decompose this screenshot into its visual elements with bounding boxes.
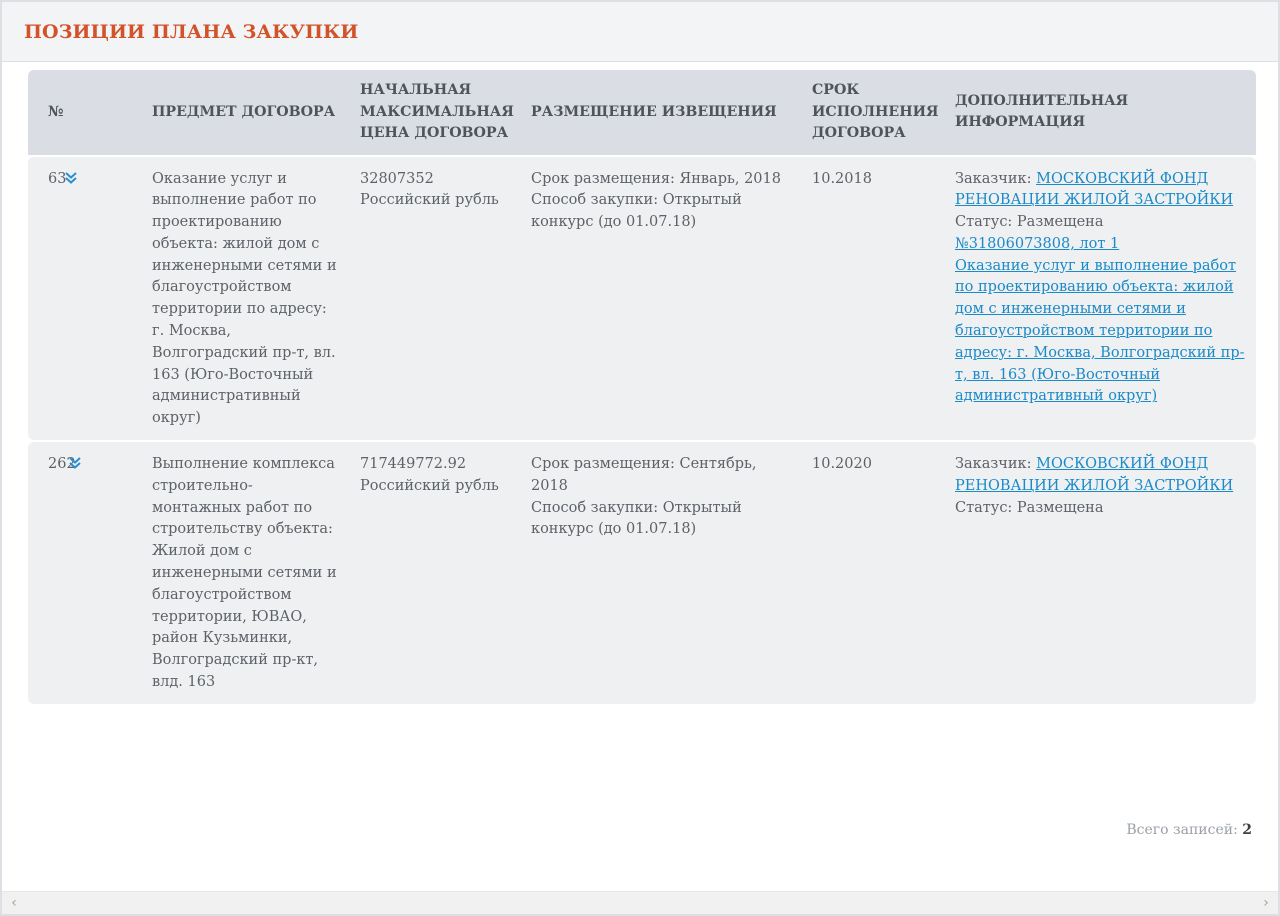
status-text: Статус: Размещена (955, 499, 1104, 516)
positions-table-wrapper (28, 70, 1256, 704)
lot-description-link[interactable]: Оказание услуг и выполнение работ по проектированию объекта: жилой дом с инженерными сетями и благоустройством территории по адресу: г. Москва, Волгоградский пр-т, вл. 163 (Юго-Восточный административный округ) (955, 257, 1245, 405)
price-amount: 717449772.92 (360, 456, 467, 473)
info-cell (945, 157, 1256, 441)
status-text: Статус: Размещена (955, 214, 1104, 231)
panel-header (2, 2, 1278, 62)
row-number: 262 (48, 456, 76, 473)
row-number-cell (28, 157, 142, 441)
price-cell (350, 442, 521, 704)
price-amount: 32807352 (360, 170, 434, 187)
column-header-subject[interactable]: ПРЕДМЕТ ДОГОВОРА (142, 70, 350, 155)
column-header-placement[interactable]: РАЗМЕЩЕНИЕ ИЗВЕЩЕНИЯ (521, 70, 802, 155)
column-header-term[interactable]: СРОК ИСПОЛНЕНИЯ ДОГОВОРА (802, 70, 945, 155)
chevron-right-icon[interactable]: › (1263, 895, 1269, 911)
column-header-num[interactable]: № (28, 70, 142, 155)
placement-cell (521, 442, 802, 704)
info-cell (945, 442, 1256, 704)
customer-line (955, 454, 1246, 498)
customer-link[interactable]: МОСКОВСКИЙ ФОНД РЕНОВАЦИИ ЖИЛОЙ ЗАСТРОЙКИ (955, 170, 1234, 209)
customer-link[interactable]: МОСКОВСКИЙ ФОНД РЕНОВАЦИИ ЖИЛОЙ ЗАСТРОЙКИ (955, 456, 1234, 494)
column-header-price[interactable]: НАЧАЛЬНАЯ МАКСИМАЛЬНАЯ ЦЕНА ДОГОВОРА (350, 70, 521, 155)
horizontal-scrollbar[interactable] (2, 891, 1278, 914)
positions-table (28, 70, 1256, 704)
lot-number-link[interactable]: №31806073808, лот 1 (955, 235, 1120, 252)
placement-term: Срок размещения: Январь, 2018 (531, 170, 781, 187)
price-cell (350, 157, 521, 441)
customer-label: Заказчик: (955, 170, 1037, 187)
row-number: 63 (48, 170, 67, 187)
table-row (28, 157, 1256, 441)
price-currency: Российский рубль (360, 477, 499, 494)
placement-term: Срок размещения: Сентябрь, 2018 (531, 456, 757, 494)
panel-title: ПОЗИЦИИ ПЛАНА ЗАКУПКИ (24, 20, 359, 43)
total-records-value: 2 (1242, 822, 1252, 838)
total-records-label: Всего записей: (1126, 822, 1243, 838)
column-header-info[interactable]: ДОПОЛНИТЕЛЬНАЯ ИНФОРМАЦИЯ (945, 70, 1256, 155)
price-currency: Российский рубль (360, 192, 499, 209)
subject-cell: Оказание услуг и выполнение работ по проектированию объекта: жилой дом с инженерными сетями и благоустройством территории по адресу: г. Москва, Волгоградский пр-т, вл. 163 (Юго-Восточный административный округ) (142, 157, 350, 441)
placement-method: Способ закупки: Открытый конкурс (до 01.07.18) (531, 192, 742, 231)
placement-cell (521, 157, 802, 441)
term-cell: 10.2018 (802, 157, 945, 441)
subject-cell: Выполнение комплекса строительно-монтажных работ по строительству объекта: Жилой дом с инженерными сетями и благоустройством территории, ЮВАО, район Кузьминки, Волгоградский пр-кт, влд. 163 (142, 442, 350, 704)
chevron-double-down-icon[interactable] (64, 171, 78, 185)
total-records (1126, 822, 1252, 838)
row-number-cell (28, 442, 142, 704)
placement-method: Способ закупки: Открытый конкурс (до 01.07.18) (531, 499, 742, 538)
table-header-row (28, 70, 1256, 155)
chevron-double-down-icon[interactable] (68, 456, 82, 470)
customer-line (955, 169, 1246, 213)
table-row (28, 442, 1256, 704)
chevron-left-icon[interactable]: ‹ (11, 895, 17, 911)
customer-label: Заказчик: (955, 456, 1037, 473)
term-cell: 10.2020 (802, 442, 945, 704)
